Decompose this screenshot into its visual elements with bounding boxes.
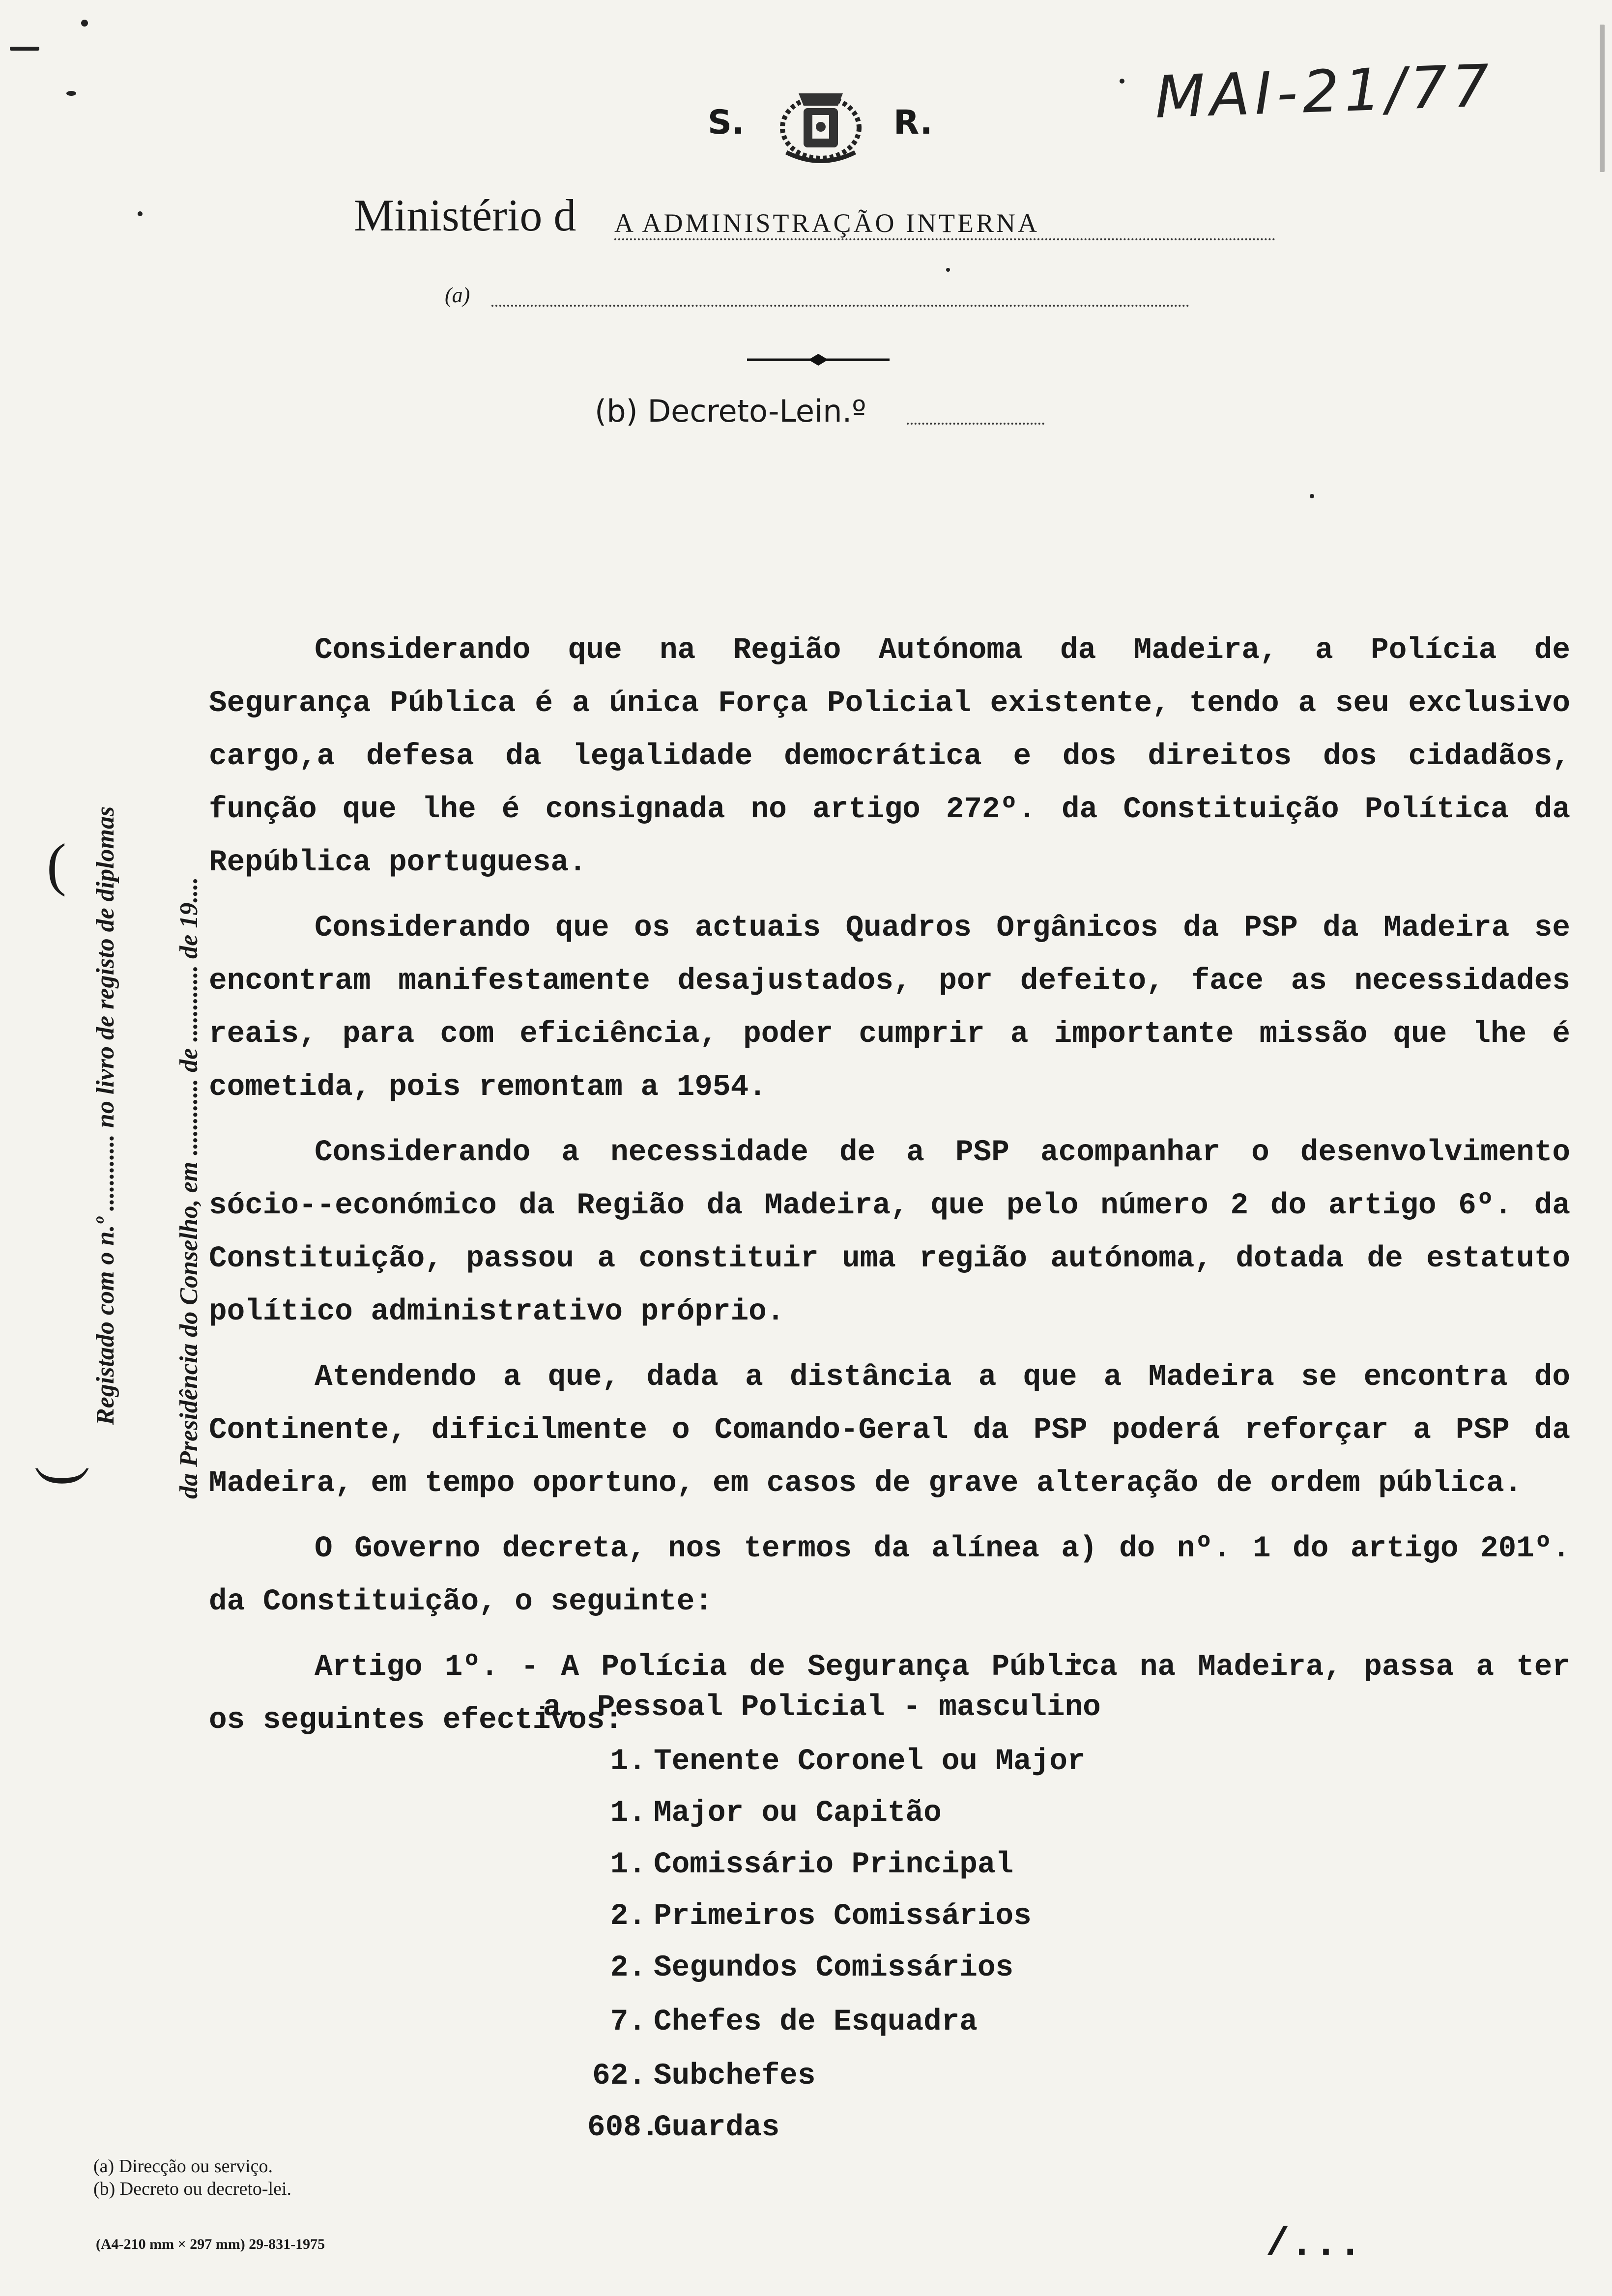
article-1: Artigo 1º. - A Polícia de Segurança Pública na Madeira, passa a ter os seguintes efectivos: xyxy=(209,1650,1570,1737)
ministry-dotline xyxy=(614,238,1275,240)
item-count: 608. xyxy=(587,2111,660,2145)
personnel-heading: a. Pessoal Policial - masculino xyxy=(543,1691,1101,1724)
scan-speck xyxy=(1120,79,1124,84)
footnotes xyxy=(93,2155,291,2200)
margin-registry-note: Registado com o n.º ............ no livro de registo de diplomas xyxy=(91,806,119,1425)
item-label: Guardas xyxy=(654,2111,780,2145)
reference-stamp: MAI-21/77 xyxy=(1153,51,1496,131)
sr-left: S. xyxy=(708,103,745,142)
item-count: 62. xyxy=(592,2059,646,2093)
footnote-a: (a) Direcção ou serviço. xyxy=(93,2156,273,2177)
print-code: (A4-210 mm × 297 mm) 29-831-1975 xyxy=(96,2236,325,2252)
item-label: Tenente Coronel ou Major xyxy=(654,1745,1086,1779)
ministry-row xyxy=(354,189,1278,243)
ministry-label: Ministério d xyxy=(354,190,576,240)
coat-of-arms-icon xyxy=(769,84,872,167)
paragraph-5: O Governo decreta, nos termos da alínea a) do nº. 1 do artigo 201º. da Constituição, o seguinte: xyxy=(209,1532,1570,1619)
decreto-dotline xyxy=(907,423,1044,425)
item-label: Comissário Principal xyxy=(654,1848,1014,1882)
item-label: Chefes de Esquadra xyxy=(654,2005,978,2039)
paragraph-2: Considerando que os actuais Quadros Orgânicos da PSP da Madeira se encontram manifestamente desajustados, por defeito, face as necessidades reais, para com eficiência, poder cumprir a importante missão que lhe é cometida, pois remontam a 1954. xyxy=(209,911,1570,1104)
item-count: 1. xyxy=(610,1796,646,1830)
decree-body xyxy=(209,624,1570,1747)
paragraph-1: Considerando que na Região Autónoma da Madeira, a Polícia de Segurança Pública é a única Força Policial existente, tendo a seu exclusivo cargo,a defesa da legalidade democrática e dos direitos dos cidadãos, função que lhe é consignada no artigo 272º. da Constituição Política da República portuguesa. xyxy=(209,633,1570,880)
divider-ornament xyxy=(747,353,890,367)
item-count: 1. xyxy=(610,1745,646,1779)
scan-edge xyxy=(1600,25,1605,172)
scan-speck xyxy=(138,211,143,216)
paragraph-3: Considerando a necessidade de a PSP acompanhar o desenvolvimento sócio--económico da Região da Madeira, que pelo número 2 do artigo 6º. da Constituição, passou a constituir uma região autónoma, dotada de estatuto político administrativo próprio. xyxy=(209,1136,1570,1329)
scan-speck xyxy=(10,47,39,51)
scan-speck xyxy=(946,268,950,272)
item-count: 1. xyxy=(610,1848,646,1882)
ministry-name: A ADMINISTRAÇÃO INTERNA xyxy=(614,208,1040,238)
scan-speck xyxy=(81,20,88,27)
margin-paren-bottom: ( xyxy=(23,1466,89,1486)
paragraph-4: Atendendo a que, dada a distância a que a Madeira se encontra do Continente, dificilmente o Comando-Geral da PSP poderá reforçar a PSP da Madeira, em tempo oportuno, em casos de grave alteração de ordem pública. xyxy=(209,1360,1570,1500)
direction-marker: (a) xyxy=(445,283,470,307)
sr-right: R. xyxy=(893,103,933,142)
item-count: 7. xyxy=(610,2005,646,2039)
item-label: Major ou Capitão xyxy=(654,1796,942,1830)
decreto-label: (b) Decreto-Lein.º xyxy=(595,393,866,429)
direction-dotline xyxy=(491,305,1189,307)
item-count: 2. xyxy=(610,1951,646,1985)
item-label: Segundos Comissários xyxy=(654,1951,1014,1985)
scan-speck xyxy=(1310,494,1314,498)
margin-paren-top: ( xyxy=(47,832,66,897)
margin-presidency-note: da Presidência do Conselho, em ............ de ............ de 19.... xyxy=(175,877,203,1499)
item-count: 2. xyxy=(610,1899,646,1933)
item-label: Subchefes xyxy=(654,2059,816,2093)
scan-speck xyxy=(66,91,76,96)
item-label: Primeiros Comissários xyxy=(654,1899,1032,1933)
continuation-mark: /... xyxy=(1266,2221,1362,2267)
footnote-b: (b) Decreto ou decreto-lei. xyxy=(93,2179,292,2199)
